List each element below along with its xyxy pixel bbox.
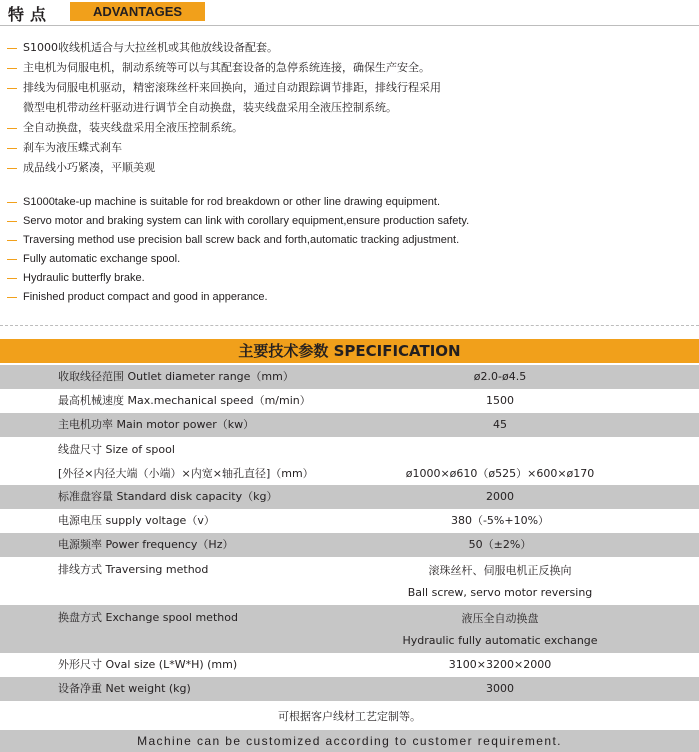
spec-label-detail: [外径×内径大端（小端）×内宽×轴孔直径]（mm） (58, 467, 314, 480)
spec-value: 2000 (486, 490, 514, 503)
bullet-dash-icon (7, 221, 17, 222)
bullet-dash-icon (7, 68, 17, 69)
spec-label: 电源频率 Power frequency（Hz） (58, 538, 234, 551)
spec-label: 排线方式 Traversing method (58, 563, 209, 576)
spec-row-power-frequency (0, 533, 699, 557)
spec-row-disk-capacity (0, 485, 699, 509)
bullet-dash-icon (7, 148, 17, 149)
spec-label: 主电机功率 Main motor power（kw） (58, 418, 255, 431)
bullet-dash-icon (7, 278, 17, 279)
spec-value: 液压全自动换盘 (461, 612, 539, 625)
spec-value: ø1000×ø610（ø525）×600×ø170 (405, 467, 595, 480)
spec-label: 外形尺寸 Oval size (L*W*H) (mm) (58, 658, 238, 671)
spec-value: 3100×3200×2000 (448, 658, 552, 671)
spec-value: 50（±2%） (468, 538, 532, 551)
bullet-dash-icon (7, 128, 17, 129)
spec-label: 换盘方式 Exchange spool method (58, 611, 238, 624)
spec-label: 收取线径范围 Outlet diameter range（mm） (58, 370, 294, 383)
header-divider (0, 25, 699, 26)
spec-row-exchange-spool (0, 605, 699, 653)
spec-value: 1500 (486, 394, 514, 407)
bullet-dash-icon (7, 48, 17, 49)
bullet-dash-icon (7, 168, 17, 169)
spec-value: 3000 (486, 682, 514, 695)
spec-value: 380（-5%+10%） (450, 514, 550, 527)
spec-label: 电源电压 supply voltage（v） (58, 514, 215, 527)
spec-value: ø2.0-ø4.5 (473, 370, 527, 383)
spec-row-outlet-diameter (0, 365, 699, 389)
spec-row-net-weight (0, 677, 699, 701)
spec-row-spool-size (0, 437, 699, 485)
bullet-dash-icon (7, 259, 17, 260)
advantages-badge: ADVANTAGES (70, 2, 205, 21)
bullet-dash-icon (7, 297, 17, 298)
spec-label: 线盘尺寸 Size of spool (58, 443, 175, 456)
specification-title: 主要技术参数 SPECIFICATION (0, 339, 699, 363)
bullet-dash-icon (7, 88, 17, 89)
spec-row-oval-size (0, 653, 699, 677)
header-title-cn: 特点 (8, 5, 53, 24)
spec-row-traversing-method (0, 557, 699, 605)
spec-row-supply-voltage (0, 509, 699, 533)
customization-note-cn: 可根据客户线材工艺定制等。 (278, 710, 421, 723)
section-divider (0, 325, 699, 326)
spec-label: 标准盘容量 Standard disk capacity（kg） (58, 490, 278, 503)
spec-label: 设备净重 Net weight (kg) (58, 682, 191, 695)
spec-label: 最高机械速度 Max.mechanical speed（m/min） (58, 394, 311, 407)
spec-value: 45 (493, 418, 507, 431)
bullet-dash-icon (7, 202, 17, 203)
spec-value-en: Hydraulic fully automatic exchange (402, 634, 598, 647)
spec-row-motor-power (0, 413, 699, 437)
customization-note-en: Machine can be customized according to customer requirement. (0, 730, 699, 752)
spec-row-mechanical-speed (0, 389, 699, 413)
spec-value-en: Ball screw, servo motor reversing (407, 586, 593, 599)
spec-value: 滚珠丝杆、伺服电机正反换向 (428, 564, 572, 577)
bullet-dash-icon (7, 240, 17, 241)
advantages-header (0, 0, 699, 26)
